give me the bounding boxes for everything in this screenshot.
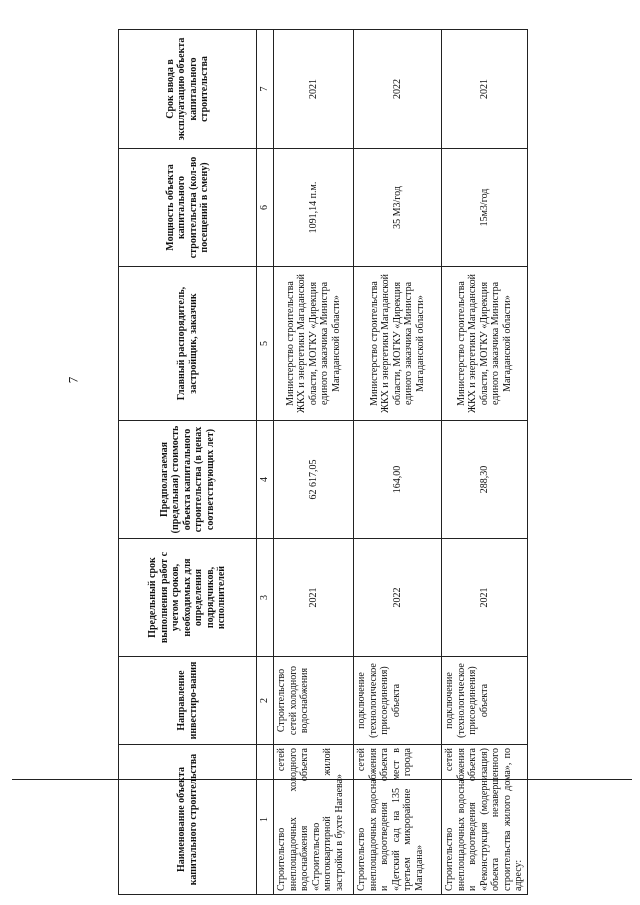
column-number: 4: [257, 421, 274, 539]
deadline-cell: 2022: [354, 539, 442, 657]
capacity-cell: 1091,14 п.м.: [274, 149, 354, 267]
capacity-cell: 15м3/год: [442, 149, 528, 267]
commission-cell: 2022: [354, 30, 442, 149]
table-row: [354, 30, 442, 895]
deadline-cell: 2021: [442, 539, 528, 657]
object-name-cell: Строительство сетей внеплощадочных холодного водоснабжения объекта «Строительство многоквартирной жилой застройки в бухте Нагаева»: [274, 745, 354, 895]
column-number: 1: [257, 745, 274, 895]
table-row: [442, 30, 528, 895]
cost-cell: 164,00: [354, 421, 442, 539]
header-capacity: Мощность объекта капитального строительства (кол-во посещений в смену): [119, 149, 257, 267]
direction-cell: Строительство сетей холодного водоснабжения: [274, 657, 354, 745]
header-row: [119, 30, 257, 895]
customer-cell: Министерство строительства ЖКХ и энергетики Магаданской области, МОГКУ «Дирекция единого заказчика Министра Магаданской области»: [354, 267, 442, 421]
column-number-row: [257, 30, 274, 895]
capital-construction-table: [118, 29, 528, 895]
page-number: 7: [65, 376, 81, 384]
cost-cell: 288,30: [442, 421, 528, 539]
commission-cell: 2021: [274, 30, 354, 149]
cost-cell: 62 617,05: [274, 421, 354, 539]
table-row: [274, 30, 354, 895]
object-name-cell: Строительство сетей внеплощадочных водоснабжения и водоотведения объекта «Реконструкция (модернизация) объекта незавершенного строительства жилого дома», по адресу:: [442, 745, 528, 895]
header-customer: Главный распорядитель, застройщик, заказчик: [119, 267, 257, 421]
object-name-cell: Строительство сетей внеплощадочных водоснабжения и водоотведения объекта «Детский сад на 135 мест в третьем микрорайоне города Магадана»: [354, 745, 442, 895]
customer-cell: Министерство строительства ЖКХ и энергетики Магаданской области, МОГКУ «Дирекция единого заказчика Министра Магаданской области»: [442, 267, 528, 421]
commission-cell: 2021: [442, 30, 528, 149]
header-cost: Предполагаемая (предельная) стоимость объекта капитального строительства (в ценах соответствующих лет): [119, 421, 257, 539]
column-number: 7: [257, 30, 274, 149]
header-commission: Срок ввода в эксплуатацию объекта капитального строительства: [119, 30, 257, 149]
direction-cell: подключение (технологическое присоединения) объекта: [442, 657, 528, 745]
column-number: 5: [257, 267, 274, 421]
header-deadline: Предельный срок выполнения работ с учетом сроков, необходимых для определения подрядчиков, исполнителей: [119, 539, 257, 657]
column-number: 2: [257, 657, 274, 745]
column-number: 3: [257, 539, 274, 657]
header-direction: Направление инвестиро-вания: [119, 657, 257, 745]
capacity-cell: 35 М3/год: [354, 149, 442, 267]
direction-cell: подключение (технологическое присоединения) объекта: [354, 657, 442, 745]
column-number: 6: [257, 149, 274, 267]
customer-cell: Министерство строительства ЖКХ и энергетики Магаданской области, МОГКУ «Дирекция единого заказчика Министра Магаданской области»: [274, 267, 354, 421]
deadline-cell: 2021: [274, 539, 354, 657]
rotated-table-container: [118, 30, 524, 895]
header-object-name: Наименование объекта капитального строительства: [119, 745, 257, 895]
